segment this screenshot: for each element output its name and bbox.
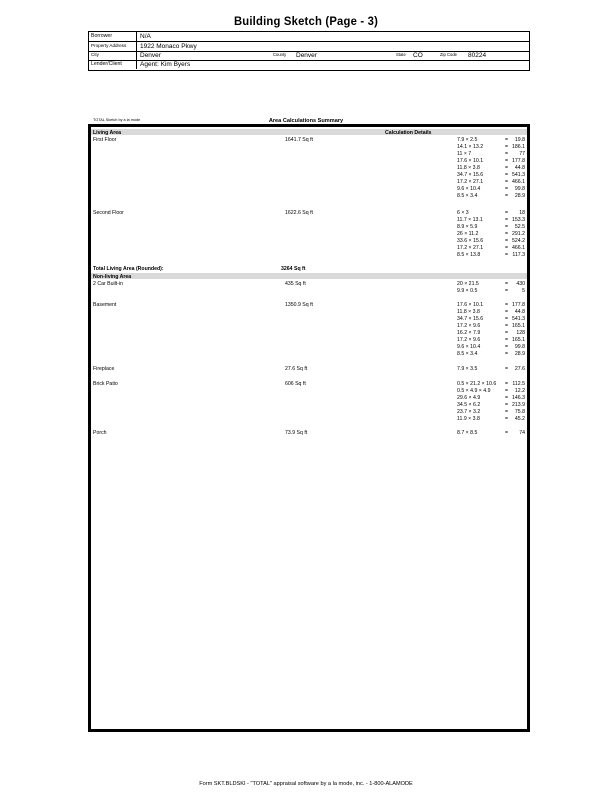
calc-expression: 17.2 × 9.6 (457, 322, 481, 329)
non-living-area-header: Non-living Area (93, 273, 132, 280)
equals-sign: = (505, 301, 509, 308)
calculation-line (457, 179, 525, 186)
calc-expression: 7.9 × 3.5 (457, 365, 478, 372)
calc-result: 541.3 (512, 171, 525, 178)
area-name: Second Floor (93, 209, 124, 216)
area-value: 1350.9 Sq ft (285, 301, 313, 308)
calc-expression: 0.5 × 4.9 × 4.9 (457, 387, 491, 394)
calculation-line (457, 193, 525, 200)
zip-value: 80224 (468, 52, 487, 59)
living-area-band (91, 129, 527, 135)
calc-expression: 20 × 21.5 (457, 280, 479, 287)
calculation-line (457, 238, 525, 245)
calc-result: 430 (516, 280, 525, 287)
equals-sign: = (505, 244, 509, 251)
equals-sign: = (505, 171, 509, 178)
calc-result: 524.2 (512, 237, 525, 244)
state-label: State (396, 52, 406, 57)
calculation-line (457, 165, 525, 172)
equals-sign: = (505, 365, 509, 372)
calculation-line (457, 224, 525, 231)
subject-header-table (88, 31, 530, 71)
calculation-line (457, 309, 525, 316)
area-name: First Floor (93, 136, 117, 143)
calculation-line (457, 151, 525, 158)
calc-expression: 17.2 × 27.1 (457, 179, 484, 186)
equals-sign: = (505, 193, 509, 200)
equals-sign: = (505, 230, 509, 237)
calc-result: 99.8 (514, 186, 525, 193)
equals-sign: = (505, 216, 509, 223)
calculation-line (457, 323, 525, 330)
total-living-label: Total Living Area (Rounded): (93, 266, 164, 272)
calculation-list (457, 137, 525, 201)
calc-expression: 17.2 × 9.6 (457, 336, 481, 343)
calc-expression: 9.6 × 10.4 (457, 344, 481, 351)
equals-sign: = (505, 186, 509, 193)
calc-result: 112.5 (512, 380, 525, 387)
calculation-list (457, 381, 525, 424)
calc-result: 466.1 (512, 244, 525, 251)
calc-result: 19.8 (514, 136, 525, 143)
calc-result: 466.1 (512, 179, 525, 186)
equals-sign: = (505, 164, 509, 171)
equals-sign: = (505, 237, 509, 244)
area-name: 2 Car Built-in (93, 280, 123, 287)
calc-result: 99.8 (514, 344, 525, 351)
lender-value: Agent: Kim Byers (140, 61, 191, 68)
calculation-line (457, 172, 525, 179)
equals-sign: = (505, 223, 509, 230)
calculation-line (457, 381, 525, 388)
calc-result: 541.3 (512, 315, 525, 322)
calc-expression: 29.6 × 4.9 (457, 394, 481, 401)
calc-details-header: Calculation Details (385, 129, 432, 136)
sketch-credit: TOTAL Sketch by a la mode (93, 118, 141, 122)
calc-result: 45.2 (514, 415, 525, 422)
calculation-line (457, 210, 525, 217)
calculation-line (457, 402, 525, 409)
calc-result: 44.8 (514, 308, 525, 315)
calc-result: 18 (519, 209, 525, 216)
calculation-line (457, 252, 525, 259)
calc-expression: 6 × 3 (457, 209, 469, 216)
state-value: CO (413, 52, 423, 59)
equals-sign: = (505, 387, 509, 394)
equals-sign: = (505, 344, 509, 351)
calculation-list (457, 302, 525, 359)
calc-expression: 7.9 × 2.5 (457, 136, 478, 143)
calc-expression: 33.6 × 15.6 (457, 237, 484, 244)
borrower-label: Borrower (91, 33, 113, 39)
equals-sign: = (505, 179, 509, 186)
calculation-line (457, 351, 525, 358)
calculation-list (457, 366, 525, 373)
calculation-line (457, 416, 525, 423)
calc-result: 77 (519, 150, 525, 157)
equals-sign: = (505, 351, 509, 358)
city-label: City (91, 52, 99, 57)
area-value: 1622.6 Sq ft (285, 209, 313, 216)
calc-expression: 17.6 × 10.1 (457, 157, 484, 164)
page-title: Building Sketch (Page - 3) (233, 16, 379, 28)
calc-result: 52.5 (514, 223, 525, 230)
calc-result: 291.2 (512, 230, 525, 237)
lender-row (89, 60, 529, 69)
calculation-line (457, 395, 525, 402)
calc-result: 74 (519, 429, 525, 436)
calc-expression: 8.5 × 3.4 (457, 351, 478, 358)
equals-sign: = (505, 322, 509, 329)
calc-expression: 16.2 × 7.9 (457, 329, 481, 336)
calc-expression: 8.5 × 13.8 (457, 252, 481, 259)
calc-expression: 34.7 × 15.6 (457, 171, 484, 178)
county-label: County (273, 52, 287, 57)
calc-expression: 14.1 × 13.2 (457, 143, 484, 150)
calculation-line (457, 388, 525, 395)
area-value: 435 Sq ft (285, 280, 306, 287)
calc-expression: 17.6 × 10.1 (457, 301, 484, 308)
equals-sign: = (505, 287, 509, 294)
equals-sign: = (505, 280, 509, 287)
total-living-value: 3264 Sq ft (281, 266, 306, 272)
calc-result: 117.3 (512, 252, 525, 259)
calc-result: 213.9 (512, 401, 525, 408)
equals-sign: = (505, 329, 509, 336)
area-value: 73.9 Sq ft (285, 429, 308, 436)
equals-sign: = (505, 150, 509, 157)
equals-sign: = (505, 157, 509, 164)
calc-expression: 9.6 × 10.4 (457, 186, 481, 193)
lender-label: Lender/Client (91, 61, 122, 67)
calculation-line (457, 186, 525, 193)
calc-result: 28.9 (514, 351, 525, 358)
calculation-line (457, 158, 525, 165)
area-name: Fireplace (93, 365, 115, 372)
zip-label: Zip Code (440, 52, 457, 57)
equals-sign: = (505, 308, 509, 315)
area-value: 1641.7 Sq ft (285, 136, 313, 143)
calculation-line (457, 430, 525, 437)
equals-sign: = (505, 336, 509, 343)
calc-result: 44.8 (514, 164, 525, 171)
equals-sign: = (505, 315, 509, 322)
calc-expression: 26 × 11.2 (457, 230, 479, 237)
equals-sign: = (505, 252, 509, 259)
calc-expression: 11.9 × 3.8 (457, 415, 480, 422)
calc-expression: 34.5 × 6.2 (457, 401, 481, 408)
summary-title: Area Calculations Summary (268, 118, 344, 124)
calc-result: 177.8 (512, 301, 525, 308)
calculation-list (457, 430, 525, 437)
calculation-line (457, 330, 525, 337)
calc-result: 27.6 (514, 365, 525, 372)
calculation-line (457, 302, 525, 309)
calculation-line (457, 231, 525, 238)
calc-result: 28.9 (514, 193, 525, 200)
equals-sign: = (505, 429, 509, 436)
calc-expression: 8.5 × 3.4 (457, 193, 478, 200)
calc-result: 153.3 (512, 216, 525, 223)
calc-result: 12.2 (514, 387, 525, 394)
equals-sign: = (505, 394, 509, 401)
calculation-line (457, 144, 525, 151)
calc-expression: 17.2 × 27.1 (457, 244, 484, 251)
equals-sign: = (505, 408, 509, 415)
area-name: Brick Patio (93, 380, 118, 387)
non-living-area-band (91, 273, 527, 279)
living-area-header: Living Area (93, 129, 122, 136)
area-value: 27.6 Sq ft (285, 365, 308, 372)
property-address-value: 1922 Monaco Pkwy (140, 43, 197, 50)
equals-sign: = (505, 136, 509, 143)
equals-sign: = (505, 209, 509, 216)
calc-result: 146.3 (512, 394, 525, 401)
calc-expression: 11.7 × 13.1 (457, 216, 483, 223)
calc-result: 186.1 (512, 143, 525, 150)
calc-result: 165.1 (512, 322, 525, 329)
calc-result: 128 (516, 329, 525, 336)
calculation-line (457, 366, 525, 373)
calculation-line (457, 316, 525, 323)
calc-result: 75.8 (514, 408, 525, 415)
borrower-row (89, 32, 529, 42)
calc-expression: 8.9 × 5.9 (457, 223, 478, 230)
borrower-value: N/A (140, 33, 151, 40)
area-value: 606 Sq ft (285, 380, 306, 387)
county-value: Denver (296, 52, 317, 59)
equals-sign: = (505, 143, 509, 150)
equals-sign: = (505, 415, 509, 422)
calculation-line (457, 288, 525, 295)
form-footer: Form SKT.BLDSKI - "TOTAL" appraisal software by a la mode, inc. - 1-800-ALAMODE (199, 781, 413, 787)
calc-expression: 0.5 × 21.2 × 10.6 (457, 380, 497, 387)
calculation-line (457, 344, 525, 351)
area-name: Basement (93, 301, 117, 308)
equals-sign: = (505, 401, 509, 408)
calc-expression: 11.8 × 3.8 (457, 308, 480, 315)
calc-expression: 23.7 × 3.2 (457, 408, 481, 415)
area-name: Porch (93, 429, 107, 436)
calculation-line (457, 137, 525, 144)
calc-expression: 9.9 × 0.5 (457, 287, 478, 294)
calc-result: 165.1 (512, 336, 525, 343)
calculation-list (457, 281, 525, 295)
calc-expression: 8.7 × 8.5 (457, 429, 478, 436)
property-address-label: Property Address (91, 43, 127, 48)
calc-result: 5 (522, 287, 525, 294)
calc-expression: 11 × 7 (457, 150, 472, 157)
calculation-line (457, 337, 525, 344)
calculation-line (457, 409, 525, 416)
calculation-line (457, 245, 525, 252)
calculation-line (457, 281, 525, 288)
calculation-line (457, 217, 525, 224)
calculation-list (457, 210, 525, 260)
calc-expression: 11.8 × 3.8 (457, 164, 480, 171)
equals-sign: = (505, 380, 509, 387)
city-value: Denver (140, 52, 161, 59)
area-calculations-box (88, 124, 530, 732)
calc-expression: 34.7 × 15.6 (457, 315, 484, 322)
calc-result: 177.8 (512, 157, 525, 164)
